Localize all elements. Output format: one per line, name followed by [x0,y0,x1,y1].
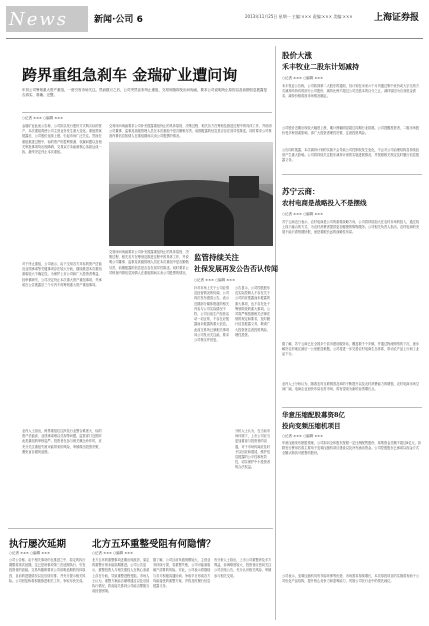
bottom-center-body-2: 据了解，公司目前负债规模较大，主营业务持续亏损，若重整失败，公司可能面临破产清算的风险。对此，公司表示将继续与各方积极沟通协商，争取早日形成各方均能接受的重整方案，并将及时履行信息披露义务。 [153,558,211,589]
main-body-col-2-top: 交易所问询函要求公司补充披露重组终止的具体原因、决策过程、相关各方在筹划及推进过程中的具体工作，并说明公司董事、监事及高级管理人员在本次重组中是否勤勉尽责，前期披露的信息是否存在误导性陈述。同时要求公司核查内幕信息知情人在重组期间买卖公司股票的情况。 [109,124,272,139]
mine-photo [109,142,273,246]
sidebar-bot-byline: ○记者 ××× ○编辑 ××× [282,434,324,438]
sidebar-top-headline-2: 禾丰牧业二股东计划减持 [282,62,359,71]
sidebar-bot-body-2: 公司表示，变频压缩机具有节能环保等优势，市场需求持续增长，本次募投项目的实施将有助于公司优化产品结构，提升核心竞争力和盈利能力，巩固公司在行业中的领先地位。 [282,574,420,584]
sub-body-col-2b: 分析人士认为，在当前市场环境下，上市公司应当更加重视与投资者的沟通，对于市场传闻应及时予以回应和澄清，维护信息披露的公平性和有效性，切实保护中小投资者的合法权益。 [235,429,271,470]
sidebar-mid-body-1: 苏宁云商近日表示，农村电商是公司的重要战略方向，公司将持续加大在农村市场的投入，通过线上线下融合的方式，为农村消费者提供更加便捷的购物服务。公司相关负责人指出，农村电商的发展不能只看短期回报，而是着眼长远的战略性布局。 [282,220,420,235]
sub-body-col-2: 公告显示，公司控股股东及实际控制人不存在关于公司的应披露而未披露的重大事项，也不存在处于筹划阶段的重大事项。公司将严格按照相关法律法规的规定和要求，及时履行信息披露义务，敬请广大投资者注意投资风险，理性投资。 [235,286,271,337]
column-divider [275,46,276,620]
lead-rule [22,112,272,113]
sidebar-top-body-2: 公司股价近期出现较大幅度上涨，累计涨幅明显超过同期行业指数。公司提醒投资者，二级市场股价受多种因素影响，请广大投资者理性决策，注意投资风险。 [282,126,420,136]
main-body-col-1: 金瑞矿业此前公告称，公司拟以发行股份方式购买标的资产，本次重组将使公司主营业务发生重大变化。重组预案披露后，公司股价连续上涨，引起市场广泛关注。然而在重组推进过程中，标的资产的盈利预测、权属问题以及相关审批事项均出现障碍，交易双方未能就核心条款达成一致，最终决定终止本次重组。 [22,124,102,155]
sidebar-rule-1 [282,174,422,175]
main-body-col-2: 交易所问询函要求公司补充披露重组终止的具体原因、决策过程、相关各方在筹划及推进过程中的具体工作，并说明公司董事、监事及高级管理人员在本次重组中是否勤勉尽责，前期披露的信息是否存在误导性陈述。同时要求公司核查内幕信息知情人在重组期间买卖公司股票的情况。 [109,250,189,275]
bottom-left-body: 公司公告称，由于相关事项仍在推进之中，原定的执行期限将再次延期。这已是该事项第三次延期执行，引发投资者的质疑。交易所随即要求公司说明延期的具体原因、目前的进展情况以及后续安排，并充分提示相关风险。公司回复称将积极推进相关工作，争取尽快完成。 [9,558,86,583]
bottom-left-headline: 执行屡次延期 [9,539,67,550]
masthead [0,0,429,44]
sub-headline-2: 社保发展再发公告否认传闻 [194,264,278,273]
page-number: 6 [136,15,143,25]
sidebar-mid-headline-2: 农村电商是战略投入不是摆线 [282,199,367,207]
sidebar-bot-headline-2: 投向变频压缩机项目 [282,422,341,430]
sidebar-top-body-1: 禾丰牧业公告称，公司收到第二大股东的通知，其计划在未来六个月内通过集中竞价或大宗交易方式减持所持有的部分公司股份，减持比例不超过公司总股本的百分之五。减持原因为自身资金需求，减持价格将视市场情况确定。 [282,84,420,99]
sub-headline-1: 监管持续关注 [194,253,239,262]
sidebar-mid-body-2: 据了解，苏宁云商已在全国多个县市建设服务站，覆盖数千个乡镇，并通过物流网络的下沉，逐步解决农村地区最后一公里配送难题。公司将进一步完善农村电商生态体系，带动农产品上行和工业品下行。 [282,342,420,357]
bottom-center-body-3: 有分析人士指出，上市公司重整涉及多方利益，协调难度较大，投资者应密切关注公司后续公告，充分认识相关风险，审慎参与相关交易。 [214,558,272,578]
bottom-center-headline: 北方五环重整受阻有何隐情？ [92,539,216,550]
sidebar-bot-body-1: 华意压缩发布配股预案，公司拟向全体股东按照一定比例配售股份，募集资金总额不超过8亿元，扣除发行费用后将主要用于变频压缩机项目建设以及补充流动资金。公司控股股东已承诺以现金方式全额认购其可配售的股份。 [282,441,422,456]
sidebar-top-headline-1: 股价大涨 [282,51,312,60]
masthead-rule [6,38,423,39]
sidebar-mid-headline-1: 苏宁云商： [282,187,320,196]
masthead-news-label: News [9,9,69,30]
sidebar-top-body-3: 公告同时披露，本次减持计划的实施不会导致公司控制权发生变化，不会对公司治理结构及持续经营产生重大影响。公司将持续关注股东减持计划的实施进展情况，并按照相关规定及时履行信息披露义务。 [282,148,420,163]
bottom-left-byline: ○记者 ××× ○编辑 ××× [9,551,51,555]
main-body-col-1b: 对于终止重组，公司表示，由于交易各方对标的资产估值及业绩承诺等关键事项存在较大分歧，继续推进本次重组面临较大不确定性。为保护上市公司和广大投资者利益，经审慎研究，公司决定终止本次重大资产重组事项，并承诺在公告披露后三个月内不再筹划重大资产重组事项。 [22,262,102,287]
main-lead: 年初公司筹划重大资产重组，一度引发市场关注。然而数月之后，公司突然宣布终止重组，交易所随即发出问询函，要求公司说明终止原因以及前期信息披露是否真实、准确、完整。 [22,88,267,98]
sidebar-mid-body-3: 业内人士分析认为，随着农村互联网普及率的不断提升以及农村消费能力的增强，农村电商市场空间广阔，电商企业加快布局农村市场，将有望成为新的业绩增长点。 [282,382,420,392]
bottom-center-body-1: 北方五环的重整事项近期出现波折，原定的重整计划未能如期推进。公司公告显示，重整投资人与相关债权人在核心条款上存在分歧，导致重整进程受阻。市场人士认为，重整方案能否顺利通过以及后续执行情况，将直接关系到公司能否摆脱当前经营困境。 [92,558,150,594]
main-headline: 跨界重组急刹车 金瑞矿业遭问询 [22,66,238,84]
photo-ore-pile [164,197,234,246]
bottom-rule [8,528,273,529]
sidebar-top-byline: ○记者 ××× ○编辑 ××× [282,76,324,80]
sidebar-mid-byline: ○记者 ××× ○编辑 ××× [282,212,324,216]
sub-byline: ○记者 ××× ○编辑 ××× [194,278,236,282]
main-byline: ○记者 ××× ○编辑 ××× [22,116,64,120]
sidebar-bot-headline-1: 华意压缩配股募资8亿 [282,411,346,419]
sidebar-rule-2 [282,407,422,408]
photo-excavator [229,176,259,198]
main-body-col-1c: 业内人士指出，跨界重组往往涉及行业整合难度大、标的资产估值高、业绩承诺难以兑现等问题，监管部门近期对此类重组的审核趋严。投资者在参与相关概念炒作时，应充分关注重组失败可能带来的风险，审慎做出投资决策，避免盲目跟风追涨。 [22,429,102,454]
bottom-center-byline: ○记者 ××× ○编辑 ××× [92,551,134,555]
section-label: 新闻·公司 [94,15,134,25]
sub-body-col-1: 针对市场上关于公司业绩及经营情况的传闻，公司再次发布澄清公告，表示近期部分媒体报道的相关内容与公司实际情况不符，公司目前生产经营活动一切正常，不存在应披露而未披露的重大信息。此前交易所已就相关事项向公司发出关注函，要求公司核实并回复。 [194,286,230,343]
date-line: 2013年11月25日 星期一 主编:××× 责编:××× 美编:××× [245,14,353,19]
newspaper-name: 上海证券报 [374,13,420,23]
section-title [94,12,143,25]
